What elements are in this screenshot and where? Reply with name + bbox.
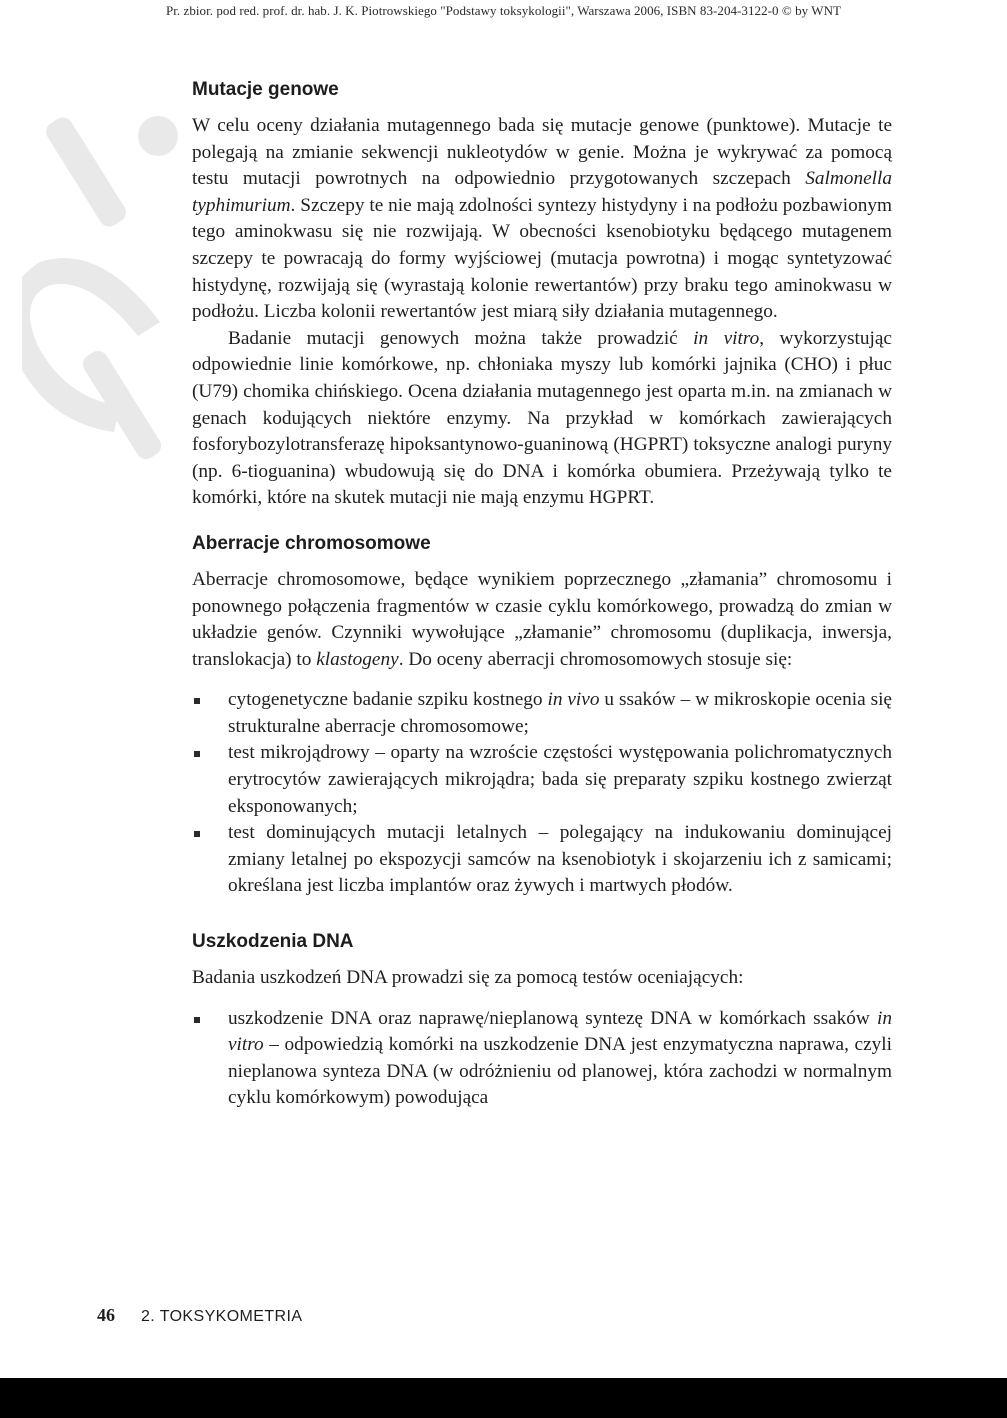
bullet-icon (194, 1017, 200, 1023)
section-title: Aberracje chromosomowe (192, 532, 431, 554)
paragraph (192, 113, 892, 326)
paragraph (192, 326, 892, 512)
list-item (192, 740, 892, 820)
section-title: Uszkodzenia DNA (192, 931, 354, 953)
text-run: uszkodzenie DNA oraz naprawę/nieplanową syntezę DNA w komórkach ssaków (228, 1007, 877, 1029)
section-aberracje (192, 532, 892, 900)
bullet-list (192, 687, 892, 900)
list-item (192, 1006, 892, 1112)
bullet-icon (194, 698, 200, 704)
species-name: Salmonella typhimurium (192, 168, 892, 216)
text-run: Aberracje chromosomowe, będące wynikiem poprzecznego „złamania” chromosomu i ponownego połączenia fragmentów w czasie cyklu komórkowego, prowadzą do zmian w układzie genów. Czynniki wywołujące „złamanie” chromosomu (duplikacja, inwersja, translokacja) to (192, 568, 892, 670)
chapter-title: 2. TOKSYKOMETRIA (141, 1308, 303, 1325)
section-title: Mutacje genowe (192, 79, 339, 100)
paragraph: Badania uszkodzeń DNA prowadzi się za pomocą testów oceniających: (192, 967, 744, 989)
section-uszkodzenia-dna (192, 930, 892, 1112)
emphasis: in vitro (693, 327, 760, 349)
emphasis: in vitro (228, 1007, 892, 1056)
main-content (192, 78, 892, 1125)
watermark-logo-icon (22, 92, 202, 472)
page-number: 46 (97, 1305, 115, 1325)
text-run: cytogenetyczne badanie szpiku kostnego (228, 689, 548, 711)
text-run: test mikrojądrowy – oparty na wzroście częstości występowania polichromatycznych erytrocytów zawierających mikrojądra; bada się preparaty szpiku kostnego zwierząt eksponowanych; (228, 742, 892, 817)
page-footer (97, 1305, 302, 1326)
section-mutacje-genowe (192, 78, 892, 512)
text-run: , wykorzystując odpowiednie linie komórkowe, np. chłoniaka myszy lub komórki jajnika (CHO) i płuc (U79) chomika chińskiego. Ocena działania mutagennego jest oparta m.in. na zmianach w genach kodujących niektóre enzymy. Na przykład w komórkach zawierających fosforybozylotransferazę hipoksantynowo-guaninową (HGPRT) toksyczne analogi puryny (np. 6-tioguanina) wbudowują się do DNA i komórka obumiera. Przeżywają tylko te komórki, które na skutek mutacji nie mają enzymu HGPRT. (192, 327, 892, 509)
list-item (192, 820, 892, 900)
paragraph (192, 567, 892, 673)
text-run: – odpowiedzią komórki na uszkodzenie DNA jest enzymatyczna naprawa, czyli nieplanowa synteza DNA (w odróżnieniu od planowej, która zachodzi w normalnym cyklu komórkowym) powodująca (228, 1034, 892, 1109)
emphasis: in vivo (547, 689, 600, 711)
text-run: test dominujących mutacji letalnych – polegający na indukowaniu dominującej zmiany letalnej po ekspozycji samców na ksenobiotyk i skojarzeniu ich z samicami; określana jest liczba implantów oraz żywych i martwych płodów. (228, 822, 892, 897)
text-run: u ssaków – w mikroskopie ocenia się strukturalne aberracje chromosomowe; (228, 689, 892, 737)
bullet-icon (194, 751, 200, 757)
header-citation: Pr. zbior. pod red. prof. dr. hab. J. K. Piotrowskiego "Podstawy toksykologii", Warszawa 2006, ISBN 83-204-3122-0 © by WNT (165, 3, 841, 18)
bullet-icon (194, 831, 200, 837)
emphasis: klastogeny (316, 648, 399, 670)
text-run: Badanie mutacji genowych można także prowadzić (228, 327, 694, 349)
text-run: W celu oceny działania mutagennego bada się mutacje genowe (punktowe). Mutacje te polegają na zmianie sekwencji nukleotydów w genie. Można je wykrywać za pomocą testu mutacji powrotnych na odpowiednio przygotowanych szczepach (192, 115, 892, 190)
text-run: . Szczepy te nie mają zdolności syntezy histydyny i na podłożu pozbawionym tego aminokwasu się nie rozwijają. W obecności ksenobiotyku będącego mutagenem szczepy te powracają do formy wyjściowej (mutacja powrotna) i mogąc syntetyzować histydynę, rozwijają się (wyrastają kolonie rewertantów) przy braku tego aminokwasu w podłożu. Liczba kolonii rewertantów jest miarą siły działania mutagennego. (192, 194, 892, 323)
text-run: . Do oceny aberracji chromosomowych stosuje się: (398, 648, 793, 670)
list-item (192, 687, 892, 740)
bullet-list (192, 1006, 892, 1112)
